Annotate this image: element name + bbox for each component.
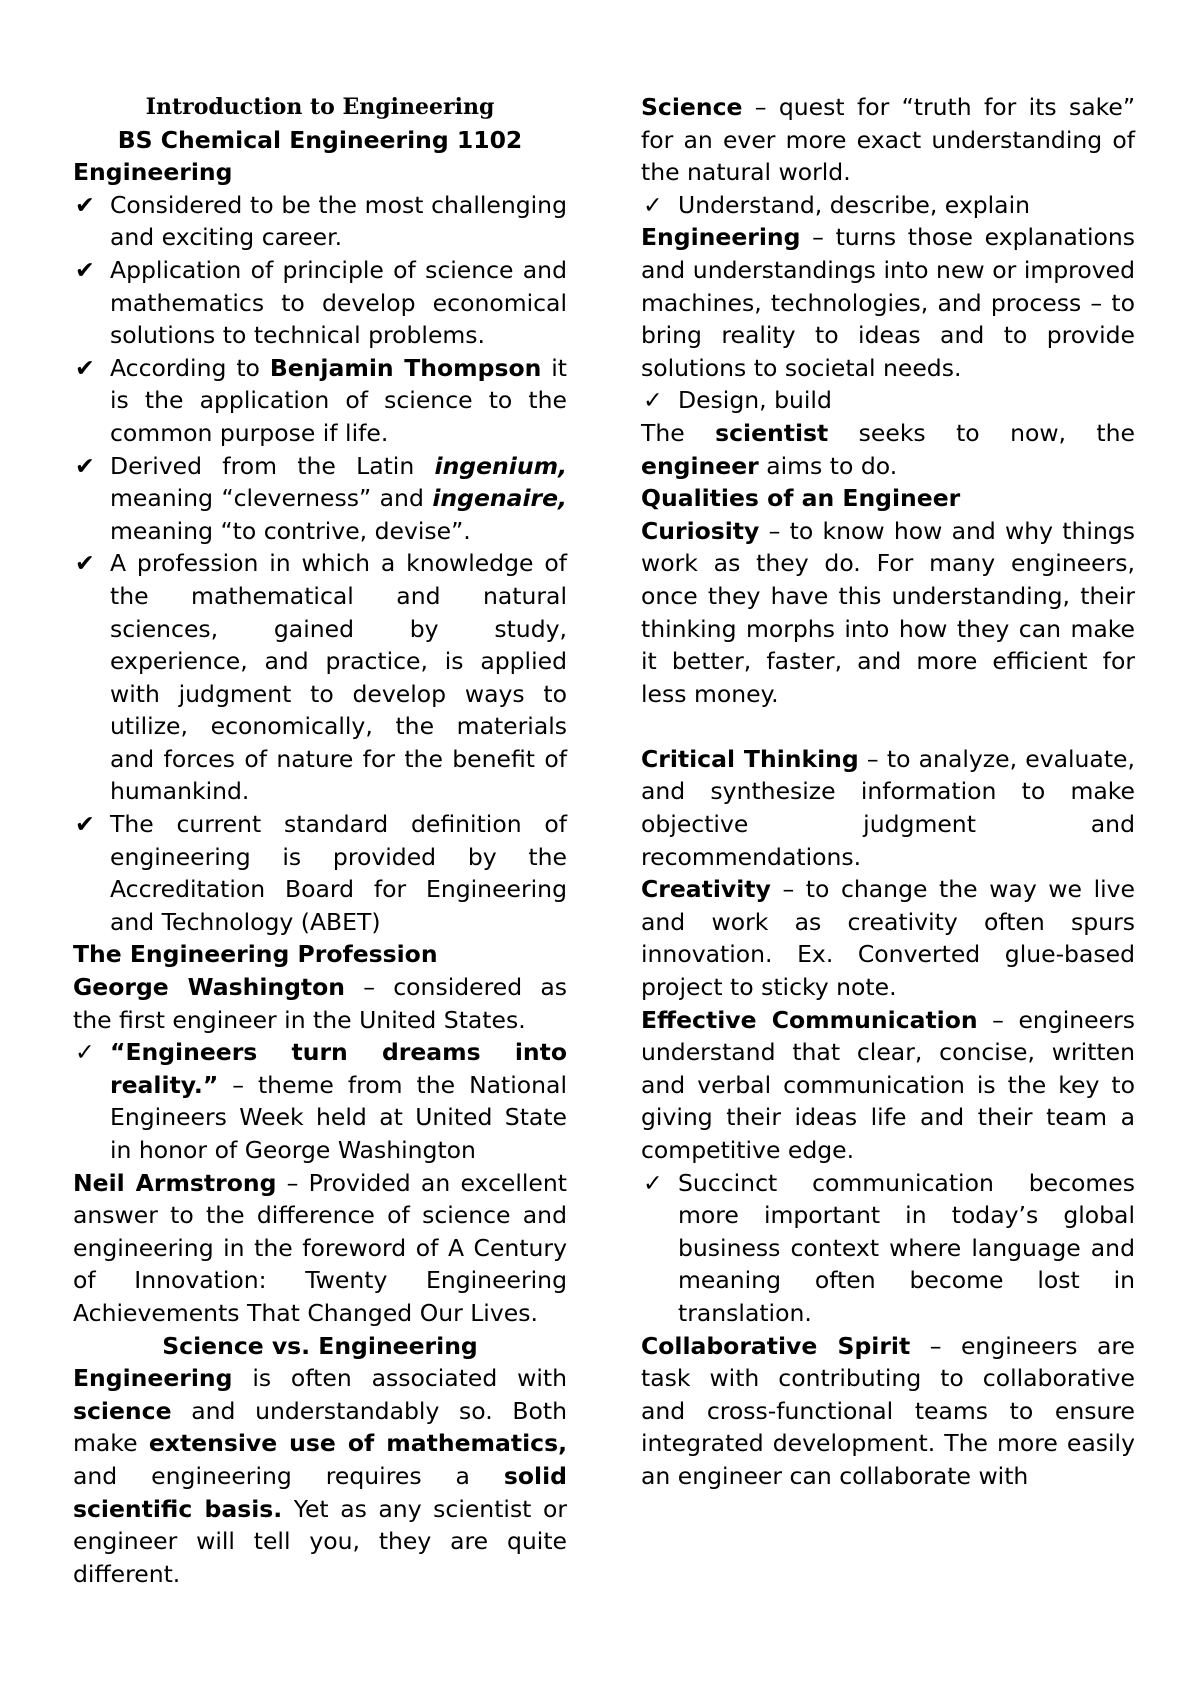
engineers-quote: “Engineers turn dreams into reality.” bbox=[110, 1038, 567, 1099]
engineering-list bbox=[73, 189, 567, 939]
profession-heading: The Engineering Profession bbox=[73, 940, 438, 969]
document-subtitle: BS Chemical Engineering 1102 bbox=[117, 125, 523, 154]
science-check-list bbox=[641, 189, 1135, 222]
qualities-heading: Qualities of an Engineer bbox=[641, 484, 961, 513]
check-icon: ✓ bbox=[75, 1038, 95, 1067]
document-title: Introduction to Engineering bbox=[145, 94, 495, 120]
science-vs-engineering-heading: Science vs. Engineering bbox=[162, 1331, 478, 1360]
list-item: ✓ “Engineers turn dreams into reality.” – theme from the National Engineers Week held at United State in honor of George Washington bbox=[75, 1038, 567, 1164]
engineering-check-list bbox=[641, 384, 1135, 417]
check-icon: ✔ bbox=[75, 810, 95, 839]
right-column bbox=[641, 91, 1135, 1493]
check-icon: ✓ bbox=[643, 190, 663, 219]
list-item: ✓ Succinct communication becomes more important in today’s global business context where language and meaning often become lost in translation. bbox=[643, 1168, 1135, 1327]
list-item: ✔ Derived from the Latin ingenium, meaning “cleverness” and ingenaire, meaning “to contrive, devise”. bbox=[75, 451, 567, 545]
check-icon: ✓ bbox=[643, 386, 663, 415]
science-intro-paragraph: Engineering is often associated with science and understandably so. Both make extensive use of mathematics, and engineering requires a solid scientific basis. Yet as any scientist or engineer will tell you, they are quite different. bbox=[73, 1364, 567, 1588]
term-ingenaire: ingenaire, bbox=[432, 484, 567, 513]
communication-check-list bbox=[641, 1167, 1135, 1330]
communication-paragraph: Effective Communication – engineers understand that clear, concise, written and verbal communication is the key to giving their ideas life and their team a competitive edge. bbox=[641, 1005, 1135, 1164]
creativity-paragraph: Creativity – to change the way we live and work as creativity often spurs innovation. Ex. Converted glue-based project to sticky note. bbox=[641, 875, 1135, 1002]
list-item: ✔ Application of principle of science and mathematics to develop economical solutions to technical problems. bbox=[75, 255, 567, 350]
collaborative-paragraph: Collaborative Spirit – engineers are task with contributing to collaborative and cross-functional teams to ensure integrated development. The more easily an engineer can collaborate with bbox=[641, 1331, 1135, 1490]
engineering-heading: Engineering bbox=[73, 158, 233, 187]
engineering-definition: Engineering – turns those explanations and understandings into new or improved machines, technologies, and process – to bring reality to ideas and to provide solutions to societal needs. bbox=[641, 223, 1135, 382]
scientist-engineer-summary: The scientist seeks to now, the engineer aims to do. bbox=[641, 418, 1135, 480]
science-definition: Science – quest for “truth for its sake” for an ever more exact understanding of the natural world. bbox=[641, 93, 1135, 187]
blank-line bbox=[641, 710, 1135, 743]
left-column bbox=[73, 91, 567, 1590]
list-item: ✔ According to Benjamin Thompson it is the application of science to the common purpose if life. bbox=[75, 353, 567, 447]
check-icon: ✔ bbox=[75, 549, 95, 578]
critical-thinking-paragraph: Critical Thinking – to analyze, evaluate, and synthesize information to make objective judgment and recommendations. bbox=[641, 744, 1135, 871]
check-icon: ✔ bbox=[75, 451, 95, 480]
check-icon: ✓ bbox=[643, 1168, 663, 1197]
list-item: ✓ Understand, describe, explain bbox=[641, 189, 1135, 222]
profession-list bbox=[73, 1036, 567, 1166]
george-washington-paragraph: George Washington – considered as the first engineer in the United States. bbox=[73, 973, 567, 1034]
list-item: ✓ Design, build bbox=[641, 384, 1135, 417]
list-item: ✔ Considered to be the most challenging and exciting career. bbox=[75, 190, 567, 252]
term-ingenium: ingenium, bbox=[434, 451, 567, 480]
neil-armstrong-paragraph: Neil Armstrong – Provided an excellent answer to the difference of science and engineering in the foreword of A Century of Innovation: Twenty Engineering Achievements That Changed Our Lives. bbox=[73, 1168, 567, 1327]
benjamin-thompson: Benjamin Thompson bbox=[269, 353, 542, 382]
list-item: ✔ A profession in which a knowledge of the mathematical and natural sciences, gained by study, experience, and practice, is applied with judgment to develop ways to utilize, economically, the materials and forces of nature for the benefit of humankind. bbox=[75, 549, 567, 806]
check-icon: ✔ bbox=[75, 353, 95, 382]
list-item: ✔ The current standard definition of engineering is provided by the Accreditation Board for Engineering and Technology (ABET) bbox=[75, 810, 567, 936]
check-icon: ✔ bbox=[75, 190, 95, 219]
check-icon: ✔ bbox=[75, 255, 95, 284]
curiosity-paragraph: Curiosity – to know how and why things work as they do. For many engineers, once they have this understanding, their thinking morphs into how they can make it better, faster, and more efficient for less money. bbox=[641, 516, 1135, 708]
